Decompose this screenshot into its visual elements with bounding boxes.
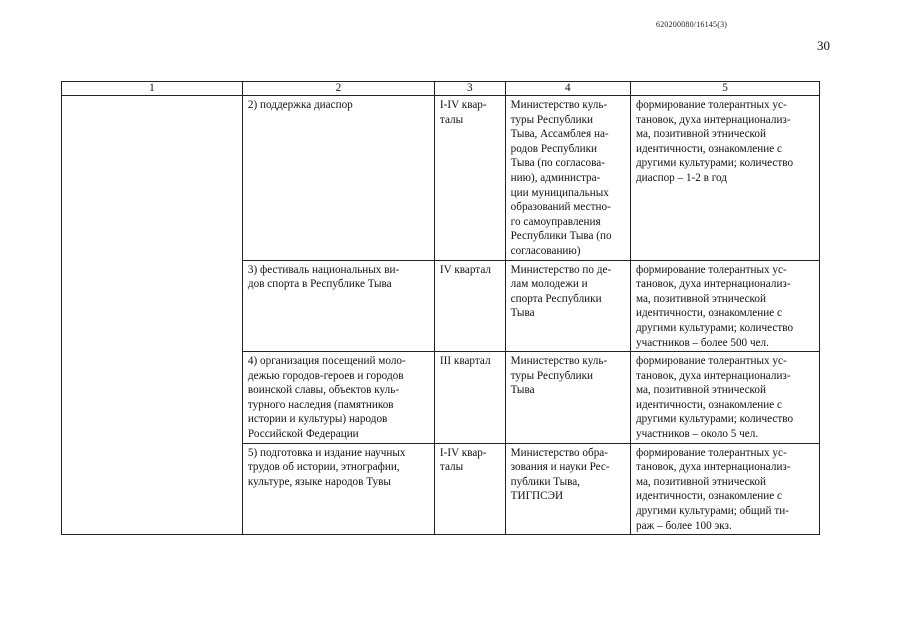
result-cell: формирование толерантных ус- тановок, духа интернационализ- ма, позитивной этнической идентичности, ознакомление с другими культурами; количество участников – около 5 чел. [630, 352, 819, 444]
page-number: 30 [817, 38, 830, 53]
result-cell: формирование толерантных ус- тановок, духа интернационализ- ма, позитивной этнической идентичности, ознакомление с другими культурами; количество участников – более 500 чел. [630, 260, 819, 352]
section-cell-empty [62, 96, 243, 535]
event-cell: 2) поддержка диаспор [242, 96, 434, 261]
result-cell: формирование толерантных ус- тановок, духа интернационализ- ма, позитивной этнической идентичности, ознакомление с другими культурами; количество диаспор – 1-2 в год [630, 96, 819, 261]
responsible-cell: Министерство куль- туры Республики Тыва [505, 352, 630, 444]
column-header-5: 5 [630, 82, 819, 96]
event-cell: 4) организация посещений моло- дежью городов-героев и городов воинской славы, объектов куль- турного наследия (памятников истории и культуры) народов Российской Федерации [242, 352, 434, 444]
result-cell: формирование толерантных ус- тановок, духа интернационализ- ма, позитивной этнической идентичности, ознакомление с другими культурами; общий ти- раж – более 100 экз. [630, 443, 819, 535]
column-header-1: 1 [62, 82, 243, 96]
event-cell: 3) фестиваль национальных ви- дов спорта в Республике Тыва [242, 260, 434, 352]
column-header-4: 4 [505, 82, 630, 96]
column-number-row [62, 82, 820, 96]
event-cell: 5) подготовка и издание научных трудов об истории, этнографии, культуре, языке народов Тувы [242, 443, 434, 535]
responsible-cell: Министерство куль- туры Республики Тыва, Ассамблея на- родов Республики Тыва (по согласова- нию), администра- ции муниципальных образований местно- го самоуправления Республики Тыва (по согласованию) [505, 96, 630, 261]
column-header-3: 3 [434, 82, 505, 96]
period-cell: I-IV квар- талы [434, 96, 505, 261]
table-row [62, 96, 820, 261]
responsible-cell: Министерство обра- зования и науки Рес- публики Тыва, ТИГПСЭИ [505, 443, 630, 535]
period-cell: IV квартал [434, 260, 505, 352]
column-header-2: 2 [242, 82, 434, 96]
period-cell: III квартал [434, 352, 505, 444]
period-cell: I-IV квар- талы [434, 443, 505, 535]
document-id: 620200080/16145(3) [656, 20, 728, 29]
responsible-cell: Министерство по де- лам молодежи и спорта Республики Тыва [505, 260, 630, 352]
measures-table [61, 81, 820, 535]
